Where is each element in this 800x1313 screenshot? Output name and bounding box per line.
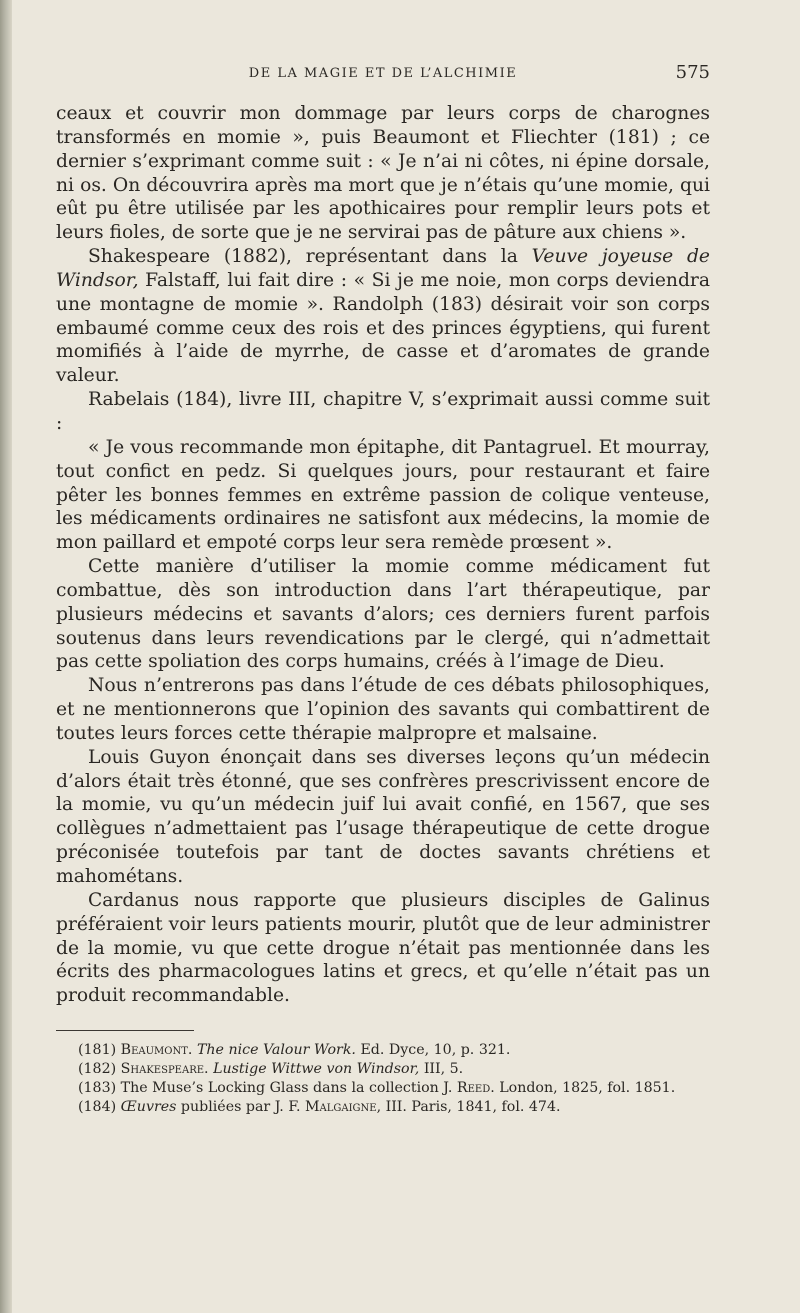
- paragraph: Cardanus nous rapporte que plusieurs disciples de Galinus préféraient voir leurs patients mourir, plutôt que de leur administrer de la momie, vu que cette drogue n’était pas mentionnée dans les écrits des pharmacologues latins et grecs, et qu’elle n’était pas un produit recommandable.: [56, 889, 710, 1007]
- page-number: 575: [675, 62, 710, 83]
- footnote-separator: [56, 1030, 194, 1031]
- footnote: (183) The Muse’s Locking Glass dans la collection J. Reed. London, 1825, fol. 1851.: [78, 1080, 676, 1096]
- footnote: (184) Œuvres publiées par J. F. Malgaigne, III. Paris, 1841, fol. 474.: [78, 1099, 561, 1115]
- page-header: [56, 60, 710, 90]
- footnotes: [56, 1041, 710, 1117]
- paragraph: « Je vous recommande mon épitaphe, dit Pantagruel. Et mourray, tout confict en pedz. Si quelques jours, pour restaurant et faire pêter les bonnes femmes en extrême passion de colique venteuse, les médicaments ordinaires ne satisfont aux médecins, la momie de mon paillard et empoté corps leur sera remède prœsent ».: [56, 436, 710, 554]
- paragraph: Rabelais (184), livre III, chapitre V, s’exprimait aussi comme suit :: [56, 389, 710, 434]
- running-title: DE LA MAGIE ET DE L’ALCHIMIE: [248, 66, 518, 81]
- work-title: Veuve joyeuse de Windsor,: [56, 246, 710, 291]
- paragraph: Cette manière d’utiliser la momie comme médicament fut combattue, dès son introduction dans l’art thérapeutique, par plusieurs médecins et savants d’alors; ces derniers furent parfois soutenus dans leurs revendications par le clergé, qui n’admettait pas cette spoliation des corps humains, créés à l’image de Dieu.: [56, 556, 710, 673]
- paragraph: Nous n’entrerons pas dans l’étude de ces débats philosophiques, et ne mentionnerons que l’opinion des savants qui combattirent de toutes leurs forces cette thérapie malpropre et malsaine.: [56, 675, 710, 744]
- paragraph: Shakespeare (1882), représentant dans la Veuve joyeuse de Windsor, Falstaff, lui fait dire : « Si je me noie, mon corps deviendra une montagne de momie ». Randolph (183) désirait voir son corps embaumé comme ceux des rois et des princes égyptiens, qui furent momifiés à l’aide de myrrhe, de casse et d’aromates de grande valeur.: [56, 246, 710, 387]
- footnote: (182) Shakespeare. Lustige Wittwe von Windsor, III, 5.: [78, 1061, 464, 1077]
- main-text: [56, 102, 710, 1008]
- book-binding-edge: [0, 0, 12, 1313]
- paragraph: Louis Guyon énonçait dans ses diverses leçons qu’un médecin d’alors était très étonné, que ses confrères prescrivissent encore de la momie, vu qu’un médecin juif lui avait confié, en 1567, que ses collègues n’admettaient pas l’usage thérapeutique de cette drogue préconisée toutefois par tant de doctes savants chrétiens et mahométans.: [56, 746, 710, 887]
- paragraph: ceaux et couvrir mon dommage par leurs corps de charognes transformés en momie », puis Beaumont et Fliechter (181) ; ce dernier s’exprimant comme suit : « Je n’ai ni côtes, ni épine dorsale, ni os. On découvrira après ma mort que je n’étais qu’une momie, qui eût pu être utilisée par les apothicaires pour remplir leurs pots et leurs fioles, de sorte que je ne servirai pas de pâture aux chiens ».: [56, 103, 710, 244]
- footnote: (181) Beaumont. The nice Valour Work. Ed. Dyce, 10, p. 321.: [78, 1042, 511, 1058]
